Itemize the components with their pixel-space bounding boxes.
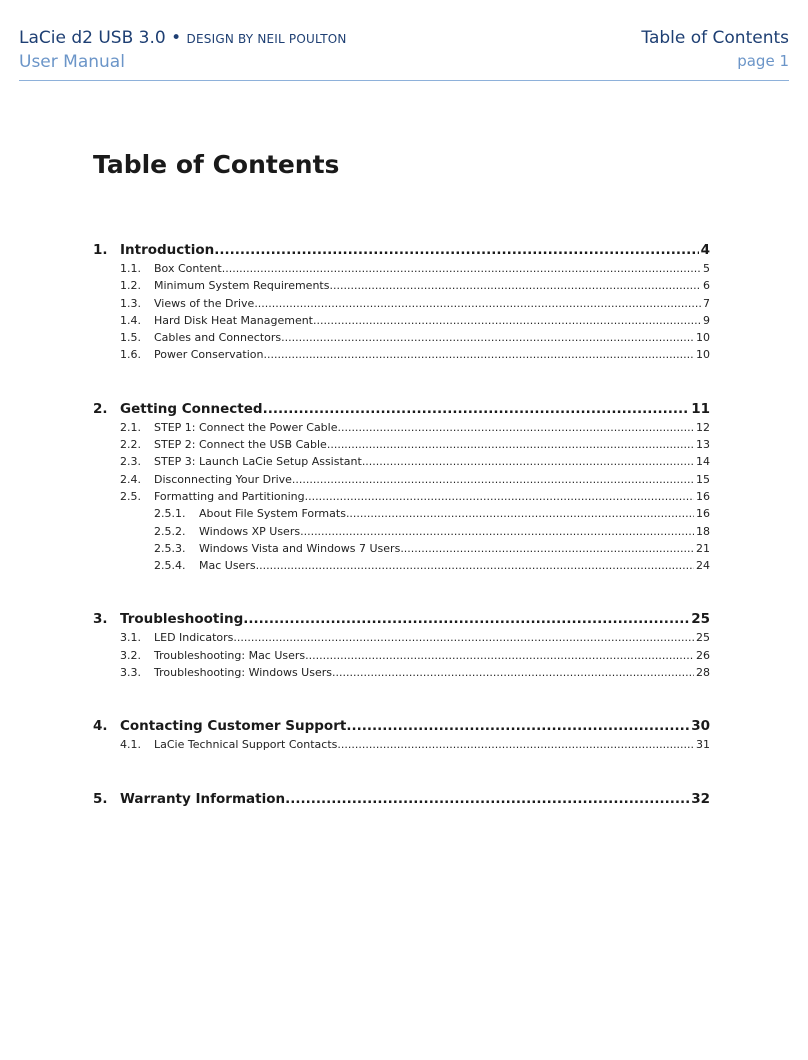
toc-leader	[332, 664, 694, 681]
toc-entry[interactable]	[93, 736, 710, 753]
toc-leader	[305, 647, 694, 664]
header-design-credit: DESIGN BY NEIL POULTON	[186, 32, 347, 46]
toc-title: LaCie Technical Support Contacts	[154, 738, 338, 752]
toc-entry[interactable]	[93, 471, 710, 488]
header-product-line	[19, 27, 347, 51]
toc-number: 2.5.2.	[154, 524, 186, 538]
toc-entry[interactable]	[93, 329, 710, 346]
toc-title: STEP 3: Launch LaCie Setup Assistant	[154, 455, 362, 469]
toc-page: 21	[696, 541, 710, 555]
toc-title: Box Content	[154, 262, 222, 275]
toc-leader	[300, 523, 694, 540]
header-product: LaCie d2 USB 3.0	[19, 28, 166, 48]
toc-number: 2.5.4.	[154, 559, 186, 573]
toc-page: 14	[696, 455, 710, 469]
toc-number: 2.5.3.	[154, 541, 186, 555]
toc-leader	[292, 471, 694, 488]
toc-leader	[281, 329, 694, 346]
toc-leader	[256, 557, 694, 574]
header-divider	[19, 80, 789, 81]
toc-title: STEP 1: Connect the Power Cable	[154, 420, 338, 434]
toc-leader	[254, 295, 701, 312]
toc-number: 2.4.	[120, 472, 141, 486]
toc-title: Troubleshooting: Mac Users	[154, 648, 306, 662]
toc-section-block	[93, 717, 710, 753]
toc-subentry[interactable]	[93, 540, 710, 557]
toc-subentry[interactable]	[93, 557, 710, 574]
toc-leader	[329, 277, 701, 294]
toc-section-block	[93, 400, 710, 575]
toc-page: 9	[703, 313, 710, 327]
toc-title: Hard Disk Heat Management	[154, 313, 313, 327]
toc-entry[interactable]	[93, 419, 710, 436]
toc-title: LED Indicators	[154, 631, 234, 645]
toc-leader	[346, 717, 689, 735]
toc-leader	[222, 260, 701, 277]
toc-title: Warranty Information	[120, 790, 286, 807]
toc-leader	[263, 346, 694, 363]
toc-number: 2.1.	[120, 420, 141, 434]
toc-leader	[362, 453, 694, 470]
toc-number: 2.3.	[120, 455, 141, 469]
toc-page: 15	[696, 472, 710, 486]
toc-leader	[263, 400, 690, 418]
toc-entry[interactable]	[93, 629, 710, 646]
header-left	[19, 27, 347, 74]
page-title: Table of Contents	[93, 150, 340, 179]
toc-section-block	[93, 790, 710, 808]
toc-leader	[313, 312, 701, 329]
toc-title: Minimum System Requirements	[154, 279, 330, 293]
toc-title: Cables and Connectors	[154, 331, 282, 345]
toc-page: 7	[703, 296, 710, 310]
toc-page: 10	[696, 331, 710, 345]
toc-leader	[243, 610, 689, 628]
toc-number: 2.5.	[120, 489, 141, 503]
toc-number: 4.1.	[120, 738, 141, 752]
toc-page: 12	[696, 420, 710, 434]
toc-title: Formatting and Partitioning	[154, 489, 305, 503]
toc-title: Views of the Drive	[154, 296, 255, 310]
toc-leader	[214, 241, 698, 259]
toc-page: 10	[696, 348, 710, 362]
toc-title: Introduction	[120, 242, 215, 258]
toc-page: 11	[691, 400, 710, 417]
header-manual: User Manual	[19, 52, 125, 72]
toc-number: 3.3.	[120, 666, 141, 680]
toc-number: 3.1.	[120, 631, 141, 645]
toc-leader	[337, 736, 694, 753]
toc-number: 5.	[93, 790, 108, 807]
toc-title: Troubleshooting: Windows Users	[154, 666, 332, 680]
toc-section[interactable]	[93, 790, 710, 808]
header-section: Table of Contents	[641, 28, 789, 48]
toc-number: 4.	[93, 718, 108, 735]
toc-entry[interactable]	[93, 488, 710, 505]
toc-page: 5	[703, 262, 710, 275]
toc-section[interactable]	[93, 610, 710, 628]
toc-subentry[interactable]	[93, 523, 710, 540]
toc-leader	[346, 505, 694, 522]
toc-page: 6	[703, 279, 710, 293]
toc-number: 2.2.	[120, 438, 141, 452]
toc-entry[interactable]	[93, 453, 710, 470]
toc-title: About File System Formats	[199, 507, 346, 521]
toc-number: 1.4.	[120, 313, 141, 327]
toc-section[interactable]	[93, 400, 710, 418]
toc-page: 26	[696, 648, 710, 662]
toc-page: 25	[691, 611, 710, 628]
toc-section-block	[93, 610, 710, 681]
toc-number: 3.	[93, 611, 108, 628]
toc-page: 32	[691, 790, 710, 807]
toc-section[interactable]	[93, 241, 710, 259]
toc-title: Disconnecting Your Drive	[154, 472, 292, 486]
toc-number: 2.	[93, 400, 108, 417]
toc-title: Power Conservation	[154, 348, 264, 362]
toc-title: Windows Vista and Windows 7 Users	[199, 541, 401, 555]
toc-page: 4	[700, 242, 710, 258]
toc-section-block	[93, 241, 710, 364]
toc-leader	[338, 419, 695, 436]
toc-title: Contacting Customer Support	[120, 718, 347, 735]
toc-number: 1.1.	[120, 262, 141, 275]
toc-title: Mac Users	[199, 559, 256, 573]
header-right	[641, 27, 789, 73]
header-page-number: page 1	[737, 52, 789, 70]
toc-title: Getting Connected	[120, 400, 263, 417]
toc-page: 16	[696, 489, 710, 503]
toc-page: 18	[696, 524, 710, 538]
toc-title: Troubleshooting	[120, 611, 244, 628]
header-separator: •	[171, 28, 182, 48]
toc-number: 3.2.	[120, 648, 141, 662]
toc-entry[interactable]	[93, 664, 710, 681]
toc-page: 24	[696, 559, 710, 573]
toc-number: 1.3.	[120, 296, 141, 310]
toc-leader	[400, 540, 694, 557]
toc-page: 16	[696, 507, 710, 521]
toc-number: 1.6.	[120, 348, 141, 362]
toc-entry[interactable]	[93, 647, 710, 664]
toc-number: 1.2.	[120, 279, 141, 293]
toc-title: STEP 2: Connect the USB Cable	[154, 438, 327, 452]
toc-leader	[285, 790, 689, 808]
toc-entry[interactable]	[93, 295, 710, 312]
toc-entry[interactable]	[93, 312, 710, 329]
toc-leader	[233, 629, 694, 646]
toc-number: 1.	[93, 242, 108, 258]
toc-section[interactable]	[93, 717, 710, 735]
toc-page: 25	[696, 631, 710, 645]
toc-number: 1.5.	[120, 331, 141, 345]
toc-subentry[interactable]	[93, 505, 710, 522]
toc-leader	[305, 488, 694, 505]
toc-leader	[327, 436, 694, 453]
toc-page: 31	[696, 738, 710, 752]
toc-entry[interactable]	[93, 277, 710, 294]
toc-page: 30	[691, 718, 710, 735]
toc-page: 13	[696, 438, 710, 452]
toc-title: Windows XP Users	[199, 524, 301, 538]
toc-entry[interactable]	[93, 436, 710, 453]
toc-list	[93, 241, 710, 844]
toc-number: 2.5.1.	[154, 507, 186, 521]
toc-page: 28	[696, 666, 710, 680]
toc-entry[interactable]	[93, 260, 710, 277]
toc-entry[interactable]	[93, 346, 710, 363]
